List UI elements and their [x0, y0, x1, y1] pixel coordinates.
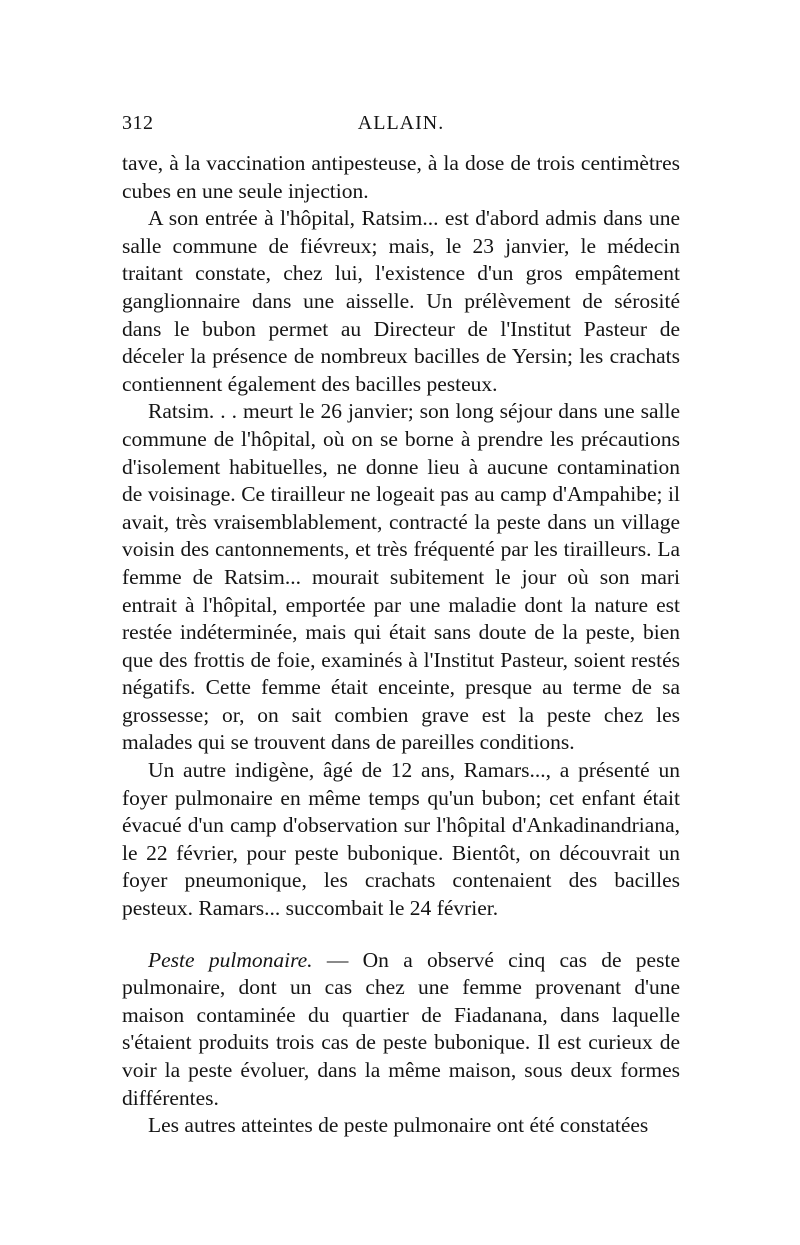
paragraph-admission: A son entrée à l'hôpital, Ratsim... est d'abord admis dans une salle commune de fiévreux; mais, le 23 janvier, le médecin traitant constate, chez lui, l'existence d'un gros empâtement ganglionnaire dans une aisselle. Un prélèvement de sérosité dans le bubon permet au Directeur de l'Institut Pasteur de déceler la présence de nombreux bacilles de Yersin; les crachats contiennent également des bacilles pesteux.: [122, 206, 680, 396]
page-number: 312: [122, 112, 154, 134]
paragraph-continuation: tave, à la vaccination antipesteuse, à la dose de trois centimètres cubes en une seule injection.: [122, 151, 680, 203]
page-header: [122, 112, 680, 142]
paragraph-closing: Les autres atteintes de peste pulmonaire ont été constatées: [148, 1113, 649, 1138]
paragraph-ramars: Un autre indigène, âgé de 12 ans, Ramars..., a présenté un foyer pulmonaire en même temps qu'un bubon; cet enfant était évacué d'un camp d'observation sur l'hôpital d'Ankadinandriana, le 22 février, pour peste bubonique. Bientôt, on découvrait un foyer pneumonique, les crachats contenaient des bacilles pesteux. Ramars... succombait le 24 février.: [122, 758, 680, 921]
section-title: Peste pulmonaire.: [148, 947, 313, 972]
paragraph-death: Ratsim. . . meurt le 26 janvier; son long séjour dans une salle commune de l'hôpital, où on se borne à prendre les précautions d'isolement habituelles, ne donne lieu à aucune contamination de voisinage. Ce tirailleur ne logeait pas au camp d'Ampahibe; il avait, très vraisemblablement, contracté la peste dans un village voisin des cantonnements, et très fréquenté par les tirailleurs. La femme de Ratsim... mourait subitement le jour où son mari entrait à l'hôpital, emportée par une maladie dont la nature est restée indéterminée, mais qui était sans doute de la peste, bien que des frottis de foie, examinés à l'Institut Pasteur, soient restés négatifs. Cette femme était enceinte, presque au terme de sa grossesse; or, on sait combien grave est la peste chez les malades qui se trouvent dans de pareilles conditions.: [122, 399, 680, 755]
body-text: [122, 150, 680, 1140]
section-text: — On a observé cinq cas de peste pulmonaire, dont un cas chez une femme provenant d'une maison contaminée du quartier de Fiadanana, dans laquelle s'étaient produits trois cas de peste bubonique. Il est curieux de voir la peste évoluer, dans la même maison, sous deux formes différentes.: [122, 947, 680, 1110]
running-head: ALLAIN.: [357, 112, 445, 134]
paragraph-peste-pulmonaire: [122, 947, 680, 1113]
